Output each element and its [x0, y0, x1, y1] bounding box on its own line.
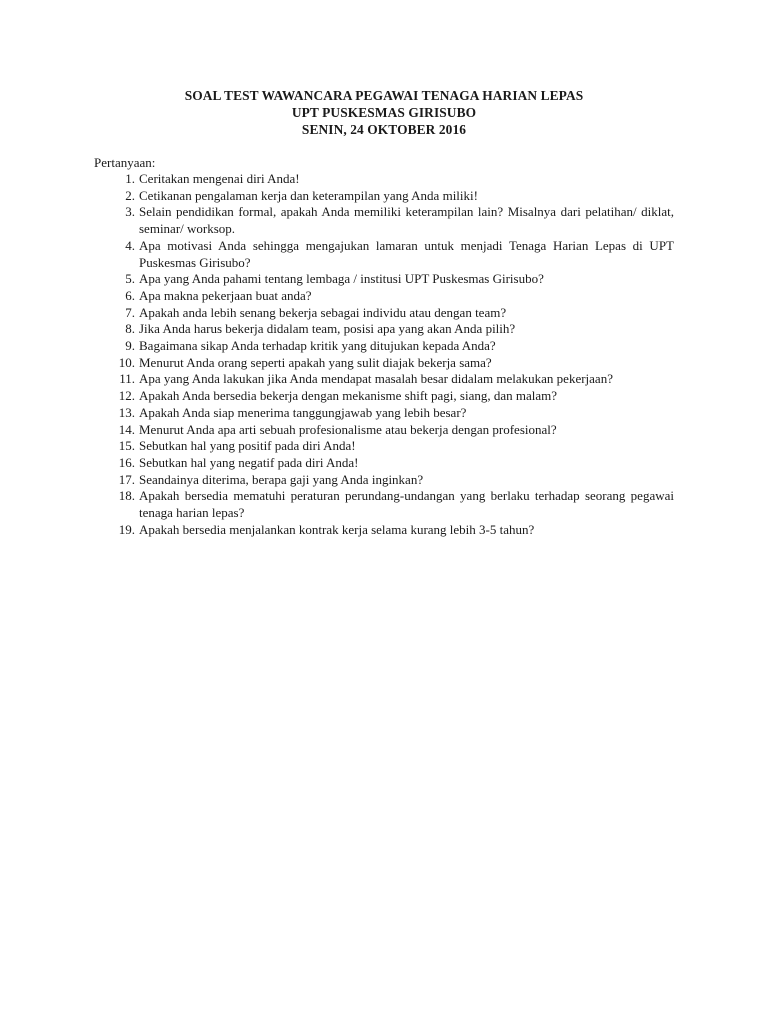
question-item [94, 204, 674, 237]
question-text: Bagaimana sikap Anda terhadap kritik yang ditujukan kepada Anda? [139, 338, 496, 354]
question-text: Ceritakan mengenai diri Anda! [139, 171, 300, 186]
question-item [94, 472, 674, 489]
question-item [94, 305, 674, 322]
question-number: 9. [125, 338, 135, 354]
question-item [94, 405, 674, 422]
question-number: 1. [125, 171, 135, 186]
question-number: 16. [118, 454, 135, 470]
document-date: SENIN, 24 OKTOBER 2016 [301, 122, 467, 137]
question-number: 7. [125, 304, 135, 320]
question-number: 4. [125, 237, 135, 253]
questions-intro: Pertanyaan: [94, 155, 156, 170]
document-header [0, 87, 768, 138]
question-text: Menurut Anda apa arti sebuah profesionalisme atau bekerja dengan profesional? [139, 421, 557, 437]
question-item [94, 338, 674, 355]
question-text: Apakah anda lebih senang bekerja sebagai individu atau dengan team? [139, 304, 507, 320]
organization-name: UPT PUSKESMAS GIRISUBO [291, 105, 477, 120]
question-number: 3. [125, 204, 135, 220]
question-text: Menurut Anda orang seperti apakah yang sulit diajak bekerja sama? [139, 354, 492, 370]
question-number: 11. [119, 371, 135, 387]
question-item [94, 355, 674, 372]
question-number: 2. [125, 187, 135, 203]
question-item [94, 522, 674, 539]
question-text: Apakah bersedia menjalankan kontrak kerja selama kurang lebih 3-5 tahun? [139, 521, 535, 537]
question-text: Apa yang Anda lakukan jika Anda mendapat masalah besar didalam melakukan pekerjaan? [139, 371, 613, 387]
document-title: SOAL TEST WAWANCARA PEGAWAI TENAGA HARIAN LEPAS [184, 88, 584, 103]
question-text: Apa motivasi Anda sehingga mengajukan lamaran untuk menjadi Tenaga Harian Lepas di UPT Puskesmas Girisubo? [139, 237, 674, 270]
question-text: Apakah Anda bersedia bekerja dengan mekanisme shift pagi, siang, dan malam? [139, 388, 558, 404]
question-number: 15. [118, 438, 135, 454]
question-item [94, 171, 674, 188]
question-number: 18. [118, 488, 135, 504]
question-item [94, 455, 674, 472]
question-number: 6. [125, 287, 135, 303]
question-item [94, 438, 674, 455]
question-item [94, 188, 674, 205]
question-number: 13. [118, 404, 135, 420]
question-number: 19. [118, 521, 135, 537]
question-number: 5. [125, 271, 135, 287]
question-number: 12. [118, 388, 135, 404]
question-item [94, 422, 674, 439]
question-list [94, 171, 674, 538]
question-number: 14. [118, 421, 135, 437]
question-text: Cetikanan pengalaman kerja dan keterampilan yang Anda miliki! [139, 187, 478, 203]
question-item [94, 238, 674, 271]
question-number: 8. [125, 321, 135, 337]
question-text: Selain pendidikan formal, apakah Anda memiliki keterampilan lain? Misalnya dari pelatihan/ diklat, seminar/ worksop. [139, 204, 674, 237]
question-number: 10. [118, 354, 135, 370]
question-text: Apa yang Anda pahami tentang lembaga / institusi UPT Puskesmas Girisubo? [139, 271, 544, 287]
question-text: Sebutkan hal yang positif pada diri Anda! [139, 438, 356, 454]
question-text: Sebutkan hal yang negatif pada diri Anda! [139, 454, 359, 470]
question-item [94, 271, 674, 288]
question-item [94, 488, 674, 521]
question-text: Apa makna pekerjaan buat anda? [139, 287, 312, 303]
question-text: Seandainya diterima, berapa gaji yang Anda inginkan? [139, 471, 424, 487]
question-item [94, 288, 674, 305]
question-number: 17. [118, 471, 135, 487]
question-text: Jika Anda harus bekerja didalam team, posisi apa yang akan Anda pilih? [139, 321, 516, 337]
question-text: Apakah Anda siap menerima tanggungjawab yang lebih besar? [139, 404, 467, 420]
question-item [94, 321, 674, 338]
question-text: Apakah bersedia mematuhi peraturan perundang-undangan yang berlaku terhadap seorang pegawai tenaga harian lepas? [139, 488, 674, 521]
question-item [94, 388, 674, 405]
question-item [94, 371, 674, 388]
